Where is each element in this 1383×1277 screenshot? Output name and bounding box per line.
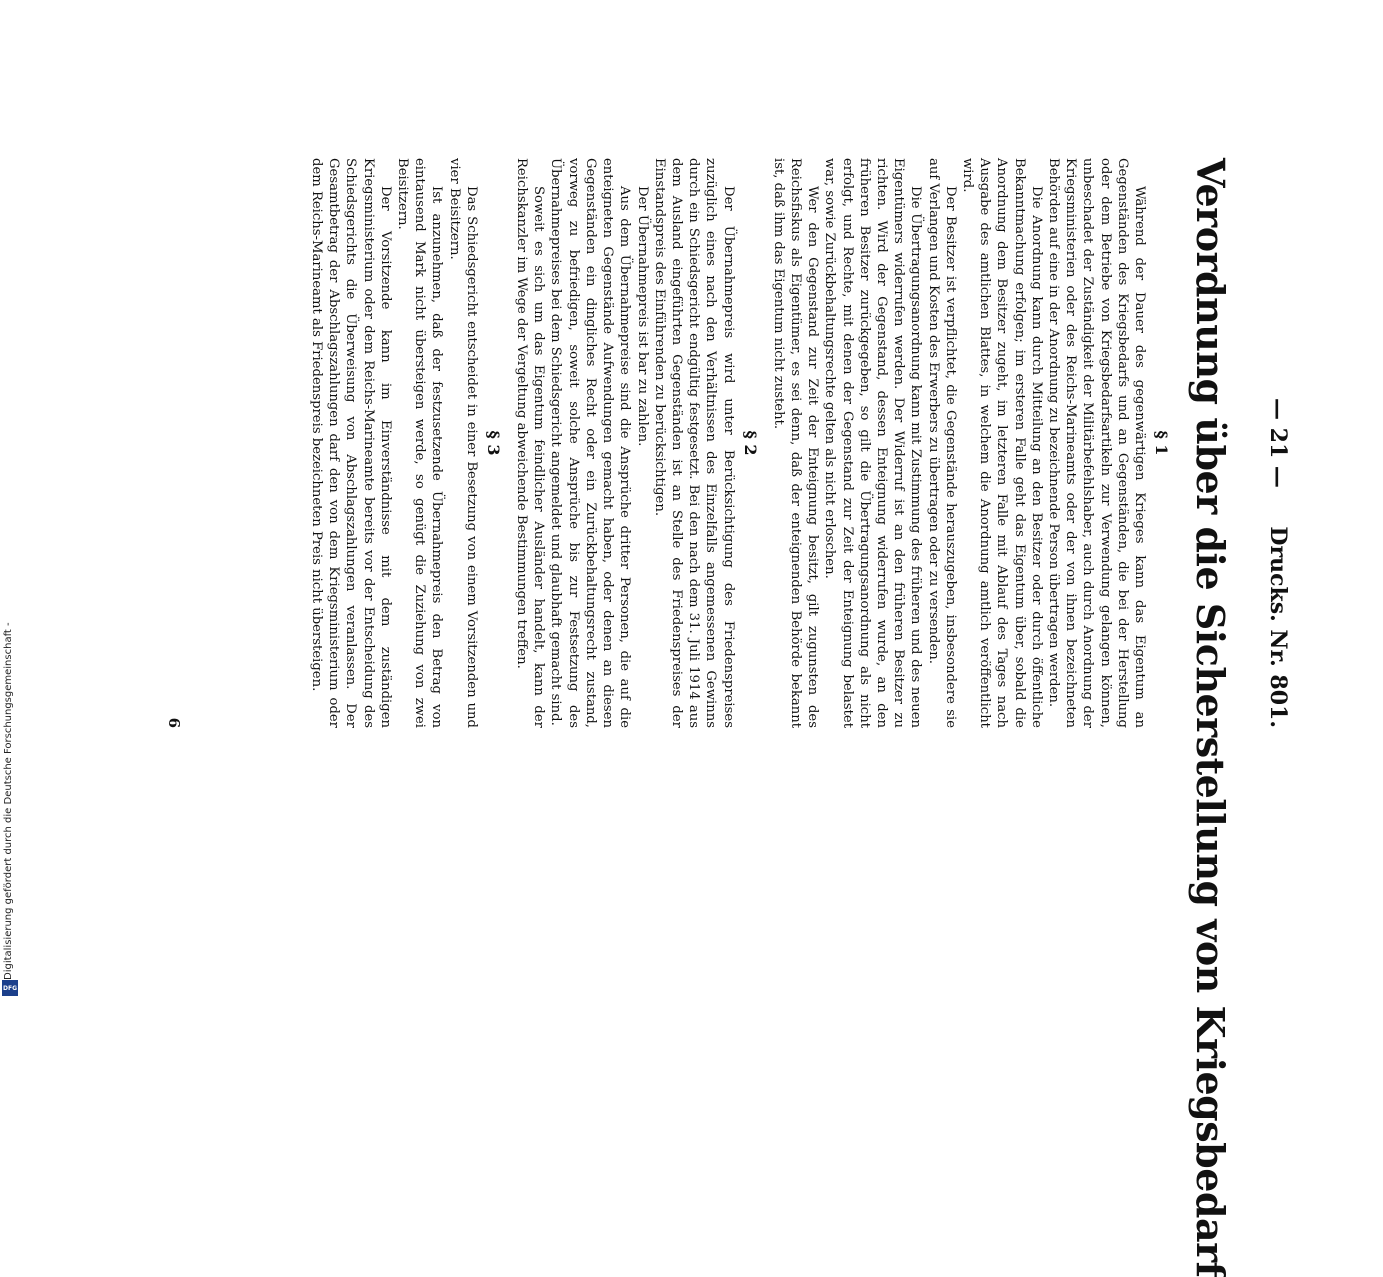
- paragraph: Der Übernahmepreis wird unter Berücksichtigung des Friedenspreises zuzüglich eines nach den Verhältnissen des Einzelfalls angemessenen Gewinns durch ein Schiedsgericht endgültig festgesetzt. Bei den nach dem 31. Juli 1914 aus dem Ausland eingeführten Gegenständen ist an Stelle des Friedenspreises der Einstandspreis des Einführenden zu berücksichtigen.: [651, 158, 736, 728]
- document-title: Verordnung über die Sicherstellung von Kriegsbedarf: [1188, 158, 1233, 1277]
- signature-mark: 6: [165, 717, 183, 728]
- section-3: [308, 158, 503, 728]
- drucksache-number: Drucks. Nr. 801.: [1265, 526, 1291, 728]
- paragraph: Soweit es sich um das Eigentum feindlicher Ausländer handelt, kann der Reichskanzler im Wege der Vergeltung abweichende Bestimmungen treffen.: [514, 158, 547, 728]
- section-1: [770, 158, 1171, 728]
- digitization-credit: [0, 608, 22, 998]
- paragraph: Die Anordnung kann durch Mitteilung an den Besitzer oder durch öffentliche Bekanntmachung erfolgen; im ersteren Falle geht das Eigentum über, sobald die Anordnung dem Besitzer zugeht, im letzteren Falle mit Ablauf des Tages nach Ausgabe des amtlichen Blattes, in welchem die Anordnung amtlich veröffentlicht wird.: [959, 158, 1044, 728]
- paragraph: Während der Dauer des gegenwärtigen Krieges kann das Eigentum an Gegenständen des Kriegsbedarfs und an Gegenständen, die bei der Herstellung oder dem Betriebe von Kriegsbedarfsartikeln zur Verwendung gelangen können, unbeschadet der Zuständigkeit der Militärbefehlshaber, auch durch Anordnung der Kriegsministerien oder des Reichs-Marineamts oder der von ihnen bezeichneten Behörden auf eine in der Anordnung zu bezeichnende Person übertragen werden.: [1045, 158, 1147, 728]
- paragraph: Wer den Gegenstand zur Zeit der Enteignung besitzt, gilt zugunsten des Reichsfiskus als Eigentümer, es sei denn, daß der enteignenden Behörde bekannt ist, daß ihm das Eigentum nicht zusteht.: [770, 158, 821, 728]
- section-heading: § 3: [483, 430, 503, 456]
- paragraph: Der Übernahmepreis ist bar zu zahlen.: [634, 186, 650, 447]
- paragraph: Die Übertragungsanordnung kann mit Zustimmung des früheren und des neuen Eigentümers widerrufen werden. Der Widerruf ist an den früheren Besitzer zu richten. Wird der Gegenstand, dessen Enteignung widerrufen wurde, an den früheren Besitzer zurückgegeben, so gilt die Übertragungsanordnung als nicht erfolgt, und Rechte, mit denen der Gegenstand zur Zeit der Enteignung belastet war, sowie Zurückbehaltungsrechte gelten als nicht erloschen.: [822, 158, 924, 728]
- credit-text: Digitalisierung gefördert durch die Deutsche Forschungsgemeinschaft -: [3, 622, 14, 980]
- rotated-page: [156, 158, 1291, 1277]
- section-heading: § 2: [740, 430, 760, 456]
- page-number: — 21 —: [1265, 398, 1291, 488]
- paragraph: Ist anzunehmen, daß der festzusetzende Übernahmepreis den Betrag von eintausend Mark nicht übersteigen werde, so genügt die Zuziehung von zwei Beisitzern.: [395, 158, 445, 728]
- page-header: [1251, 158, 1291, 728]
- paragraph: Das Schiedsgericht entscheidet in einer Besetzung von einem Vorsitzenden und vier Beisitzern.: [446, 158, 479, 728]
- paragraph: Aus dem Übernahmepreise sind die Ansprüche dritter Personen, die auf die enteigneten Gegenstände Aufwendungen gemacht haben, oder denen an diesen Gegenständen ein dingliches Recht oder ein Zurückbehaltungsrecht zustand, vorweg zu befriedigen, soweit solche Ansprüche bis zur Festsetzung des Übernahmepreises bei dem Schiedsgericht angemeldet und glaubhaft gemacht sind.: [548, 158, 633, 728]
- section-2: [513, 158, 760, 728]
- dfg-logo-icon: DFG: [2, 980, 18, 996]
- section-heading: § 1: [1152, 430, 1171, 456]
- paragraph: Der Besitzer ist verpflichtet, die Gegenstände herauszugeben, insbesondere sie auf Verlangen und Kosten des Erwerbers zu übertragen oder zu versenden.: [925, 158, 958, 728]
- document-body: [308, 158, 1173, 728]
- paragraph: Der Vorsitzende kann im Einverständnisse mit dem zuständigen Kriegsministerium oder dem Reichs-Marineamte bereits vor der Entscheidung des Schiedsgerichts die Überweisung von Abschlagszahlungen veranlassen. Der Gesamtbetrag der Abschlagszahlungen darf den von dem Kriegsministerium oder dem Reichs-Marineamt als Friedenspreis bezeichneten Preis nicht übersteigen.: [309, 158, 393, 728]
